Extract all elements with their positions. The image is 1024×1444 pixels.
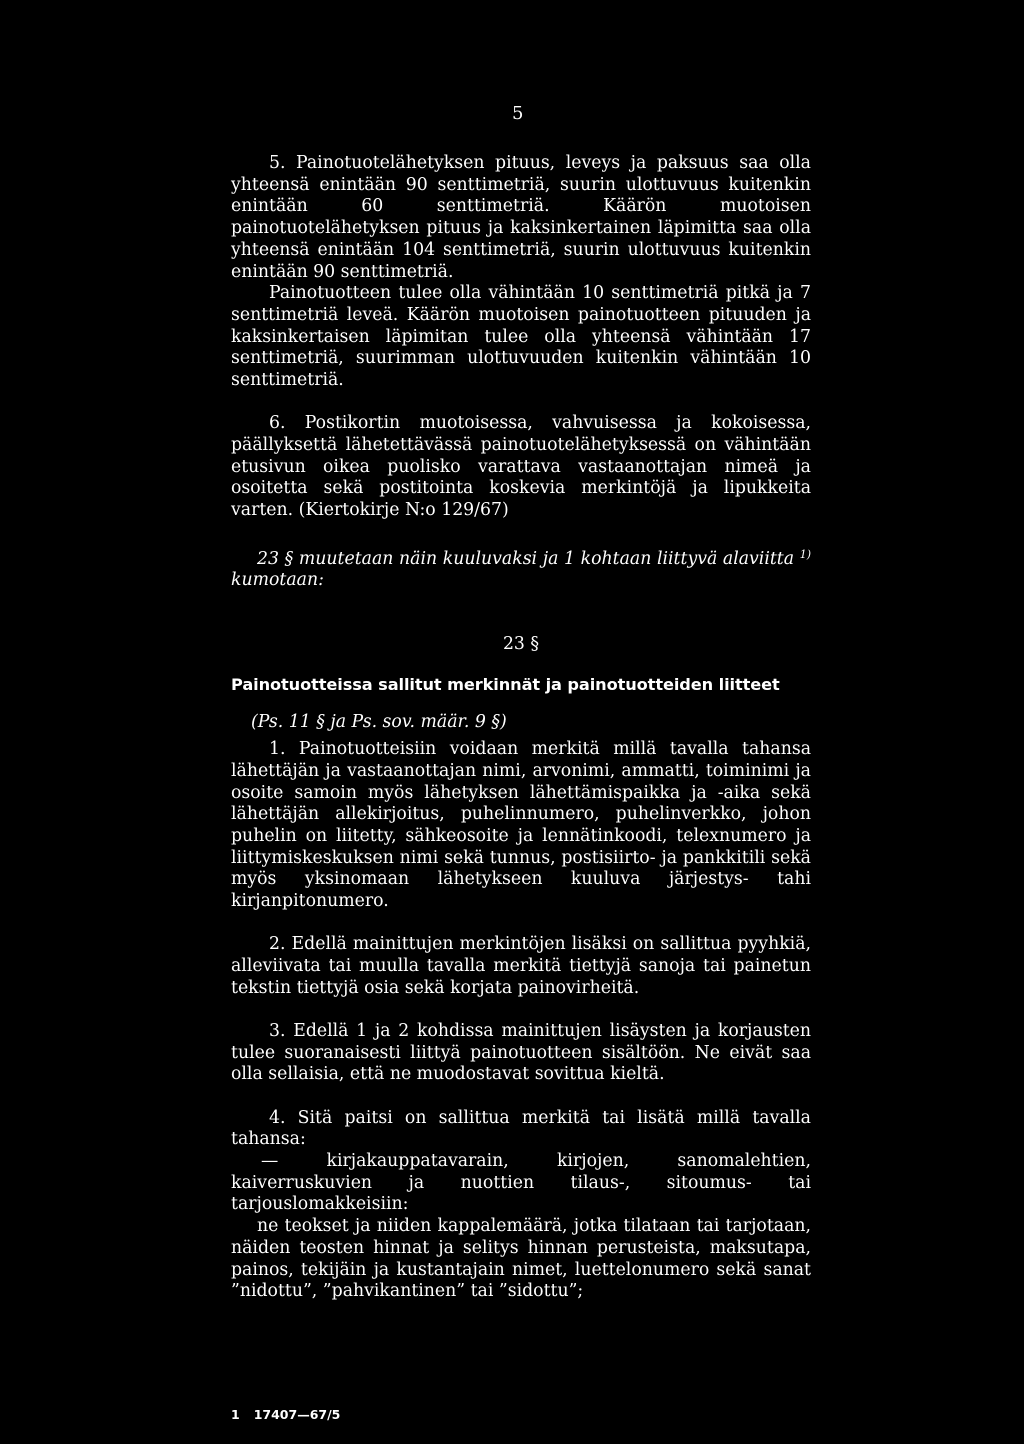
document-body <box>231 153 811 1303</box>
subsection-3: 3. Edellä 1 ja 2 kohdissa mainittujen lisäysten ja korjausten tulee suoranaisesti liittyä painotuotteen sisältöön. Ne eivät saa olla sellaisia, että ne muodostavat sovittua kieltä. <box>231 1021 811 1085</box>
amendment-text-end: kumotaan: <box>231 570 324 591</box>
section-title: Painotuotteissa sallitut merkinnät ja painotuotteiden liitteet <box>231 674 780 694</box>
paragraph-6: 6. Postikortin muotoisessa, vahvuisessa ja kokoisessa, päällyksettä lähetettävässä painotuotelähetyksessä on vähintään etusivun oikea puolisko varattava vastaanottajan nimeä ja osoitetta sekä postitointa koskevia merkintöjä ja lipukkeita varten. (Kiertokirje N:o 129/67) <box>231 413 811 521</box>
subsection-1: 1. Painotuotteisiin voidaan merkitä millä tavalla tahansa lähettäjän ja vastaanottajan nimi, arvonimi, ammatti, toiminimi ja osoite samoin myös lähetyksen lähettämispaikka ja -aika sekä lähettäjän allekirjoitus, puhelinnumero, puhelinverkko, johon puhelin on liitetty, sähkeosoite ja lennätinkoodi, telexnumero ja liittymiskeskuksen nimi sekä tunnus, postisiirto- ja pankkitili sekä myös yksinomaan lähetykseen kuuluva järjestys- tahi kirjanpitonumero. <box>231 739 811 912</box>
footer-sheet-number: 1 <box>231 1407 240 1422</box>
subsection-2: 2. Edellä mainittujen merkintöjen lisäksi on sallittua pyyhkiä, alleviivata tai muulla tavalla merkitä tiettyjä sanoja tai painetun tekstin tiettyjä osia sekä korjata painovirheitä. <box>231 934 811 998</box>
section-number: 23 § <box>502 634 540 655</box>
paragraph-5: 5. Painotuotelähetyksen pituus, leveys ja paksuus saa olla yhteensä enintään 90 senttimetriä, suurin ulottuvuus kuitenkin enintään 60 senttimetriä. Käärön muotoisen painotuotelähetyksen pituus ja kaksinkertainen läpimitta saa olla yhteensä enintään 104 senttimetriä, suurin ulottuvuus kuitenkin enintään 90 senttimetriä. <box>231 153 811 282</box>
subsection-4-item: ne teokset ja niiden kappalemäärä, jotka tilataan tai tarjotaan, näiden teosten hinnat ja selitys hinnan perusteista, maksutapa, painos, tekijäin ja kustantajain nimet, luettelonumero sekä sanat ”nidottu”, ”pahvikantinen” tai ”sidottu”; <box>231 1216 811 1302</box>
amendment-text: 23 § muutetaan näin kuuluvaksi ja 1 kohtaan liittyvä alaviitta <box>257 548 800 569</box>
footer-print-code: 17407—67/5 <box>253 1407 341 1422</box>
amendment-instruction <box>231 544 811 592</box>
subsection-4-dash-item: — kirjakauppatavarain, kirjojen, sanomalehtien, kaiverruskuvien ja nuottien tilaus-, sitoumus- tai tarjouslomakkeisiin: <box>231 1151 811 1215</box>
printer-footer <box>231 1407 340 1422</box>
subsection-4: 4. Sitä paitsi on sallittua merkitä tai lisätä millä tavalla tahansa: <box>231 1107 811 1150</box>
page-number: 5 <box>512 103 524 124</box>
paragraph-5-continued: Painotuotteen tulee olla vähintään 10 senttimetriä pitkä ja 7 senttimetriä leveä. Käärön muotoisen painotuotteen pituuden ja kaksinkertaisen läpimitan tulee olla yhteensä vähintään 17 senttimetriä, suurimman ulottuvuuden kuitenkin vähintään 10 senttimetriä. <box>231 283 811 391</box>
footnote-marker: 1) <box>799 547 811 561</box>
section-reference: (Ps. 11 § ja Ps. sov. määr. 9 §) <box>251 711 507 732</box>
